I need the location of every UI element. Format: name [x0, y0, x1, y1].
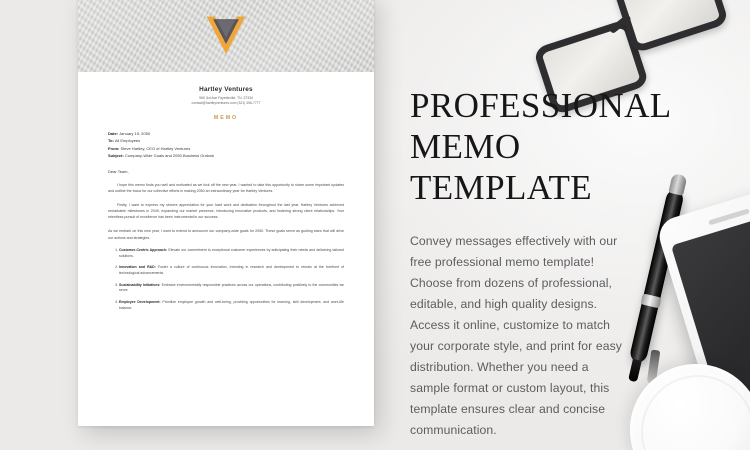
list-item: [119, 265, 344, 277]
goal-heading: Customer-Centric Approach:: [119, 247, 168, 252]
promo-description: Convey messages effectively with our free professional memo template! Choose from dozens of professional, editable, and high quality designs. Access it online, customize to match your corporate style, and print for easy distribution. Whether you need a sample format or custom layout, this template ensures clear and concise communication.: [410, 233, 622, 437]
title-line-3: TEMPLATE: [410, 167, 593, 207]
title-line-2: MEMO: [410, 126, 521, 166]
memo-field-date-label: Date:: [108, 131, 119, 137]
memo-paragraph-2: Firstly, I want to express my sincere appreciation for your hard work and dedication throughout the last year. Hartley Ventures achieved remarkable milestones in 2049, expanding our market presence, introducing innovative products, and fostering strong client relationships. Your relentless pursuit of excellence has been instrumental in our success.: [108, 202, 344, 220]
memo-field-to: [108, 137, 344, 144]
memo-field-to-label: To:: [108, 138, 114, 144]
memo-field-date-value: January 15, 2050: [119, 131, 151, 137]
list-item: [119, 248, 344, 260]
goal-heading: Employee Development:: [119, 299, 161, 304]
memo-goals-list: [108, 248, 344, 312]
memo-field-subject: [108, 152, 344, 159]
memo-field-from: [108, 145, 344, 152]
letterhead-band: [78, 0, 374, 72]
company-logo-icon: [203, 10, 249, 56]
memo-field-subject-label: Subject:: [108, 153, 124, 159]
memo-content: [78, 72, 374, 312]
goal-text: Embrace environmentally responsible practices across our operations, contributing positively to the communities we serve.: [119, 282, 344, 293]
memo-field-from-label: From:: [108, 145, 120, 151]
title-line-1: PROFESSIONAL: [410, 86, 672, 125]
memo-paragraph-1: I hope this memo finds you well and motivated as we kick off the new year. I wanted to take this opportunity to share some important updates and outline the focus for our collective efforts in making 2050 an extraordinary year for Hartley Ventures.: [108, 182, 344, 193]
company-address: [108, 96, 344, 107]
promo-text-block: [410, 86, 680, 441]
list-item: [119, 283, 344, 295]
page-title: [410, 86, 680, 209]
memo-field-subject-value: Company-Wide Goals and 2050 Business Outlook: [124, 153, 215, 159]
memo-label: MEMO: [213, 115, 239, 122]
goal-text: Foster a culture of continuous innovation, investing in research and development to remain at the forefront of technological advancements.: [119, 265, 344, 276]
list-item: [119, 300, 344, 312]
memo-document: [78, 0, 374, 426]
memo-salutation: Dear Team,: [108, 168, 129, 174]
memo-paragraph-3: As we embark on this new year, I want to extend to announce our company-wide goals for 2050. These goals serve as guiding stars that will drive our actions and strategies.: [108, 229, 344, 240]
goal-text: Prioritize employee growth and well-being, providing opportunities for learning, skill development, and work-life balance.: [119, 299, 344, 310]
company-contact-line: contact@hartleyventures.com (321) 456-7777: [191, 100, 261, 105]
memo-field-date: [108, 130, 344, 137]
memo-field-to-value: All Employees: [114, 138, 141, 144]
memo-field-from-value: Steve Hartley, CEO of Hartley Ventures: [120, 145, 191, 151]
goal-heading: Innovation and R&D:: [119, 265, 156, 270]
goal-heading: Sustainability Initiatives:: [119, 282, 161, 287]
memo-fields: [108, 130, 344, 160]
goal-text: Elevate our commitment to exceptional customer experiences by anticipating their needs and delivering tailored solutions.: [119, 247, 344, 258]
company-name: Hartley Ventures: [199, 86, 253, 93]
company-address-line: 965 3rd Ave Fayetteville, TN, 37334: [199, 95, 253, 100]
